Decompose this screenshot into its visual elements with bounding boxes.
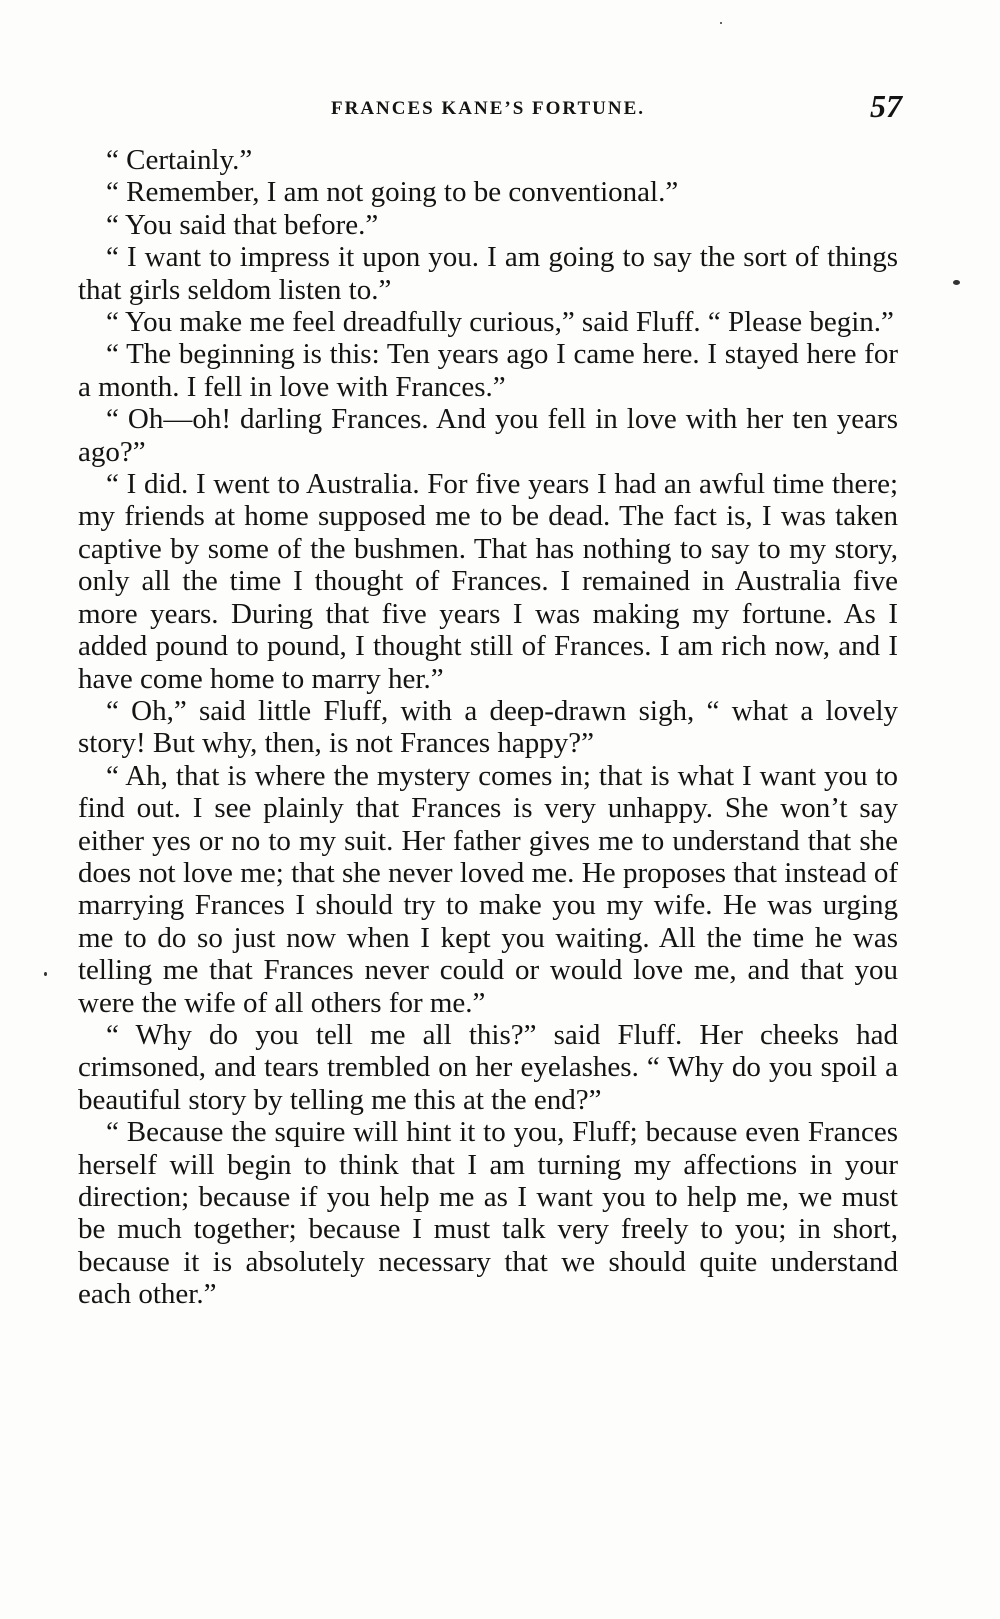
paragraph: “ I did. I went to Australia. For five years I had an awful time there; my friends at home supposed me to be dead. The fact is, I was taken captive by some of the bushmen. That has nothing to say to my story, only all the time I thought of Frances. I remained in Australia five more years. During that five years I was making my fortune. As I added pound to pound, I thought still of Frances. I am rich now, and I have come home to marry her.” (78, 468, 898, 695)
paragraph: “ Certainly.” (106, 144, 253, 176)
ink-speck (44, 972, 47, 976)
paragraph: “ You make me feel dreadfully curious,” said Fluff. “ Please begin.” (106, 306, 894, 339)
paragraph: “ Oh,” said little Fluff, with a deep-drawn sigh, “ what a lovely story! But why, then, is not Frances happy?” (78, 694, 898, 760)
paragraph: “ Ah, that is where the mystery comes in; that is what I want you to find out. I see plainly that Frances is very unhappy. She won’t say either yes or no to my suit. Her father gives me to understand that she does not love me; that she never loved me. He proposes that instead of marrying Frances I should try to make you my wife. He was urging me to do so just now when I kept you waiting. All the time he was telling me that Frances never could or would love me, and that you were the wife of all others for me.” (78, 759, 898, 1019)
ink-speck (720, 22, 722, 24)
paragraph: “ You said that before.” (106, 208, 379, 241)
paragraph: “ Oh—oh! darling Frances. And you fell in love with her ten years ago?” (78, 403, 898, 468)
paragraph: “ Because the squire will hint it to you, Fluff; because even Frances herself will begin to think that I am turning my affections in your direction; because if you help me as I want you to help me, we must be much together; because I must talk very freely to you; in short, because it is absolutely necessary that we should quite understand each other.” (78, 1116, 898, 1311)
ink-speck (953, 280, 960, 285)
paragraph: “ Why do you tell me all this?” said Fluff. Her cheeks had crimsoned, and tears trembled on her eyelashes. “ Why do you spoil a beautiful story by telling me this at the end?” (78, 1018, 898, 1116)
paragraph: “ I want to impress it upon you. I am going to say the sort of things that girls seldom listen to.” (78, 241, 898, 306)
page-number: 57 (870, 88, 902, 124)
paragraph: “ Remember, I am not going to be conventional.” (106, 176, 679, 209)
body-text (78, 144, 898, 1311)
paragraph: “ The beginning is this: Ten years ago I came here. I stayed here for a month. I fell in love with Frances.” (78, 338, 898, 403)
running-title: FRANCES KANE’S FORTUNE. (331, 98, 645, 119)
page-header (78, 88, 902, 132)
